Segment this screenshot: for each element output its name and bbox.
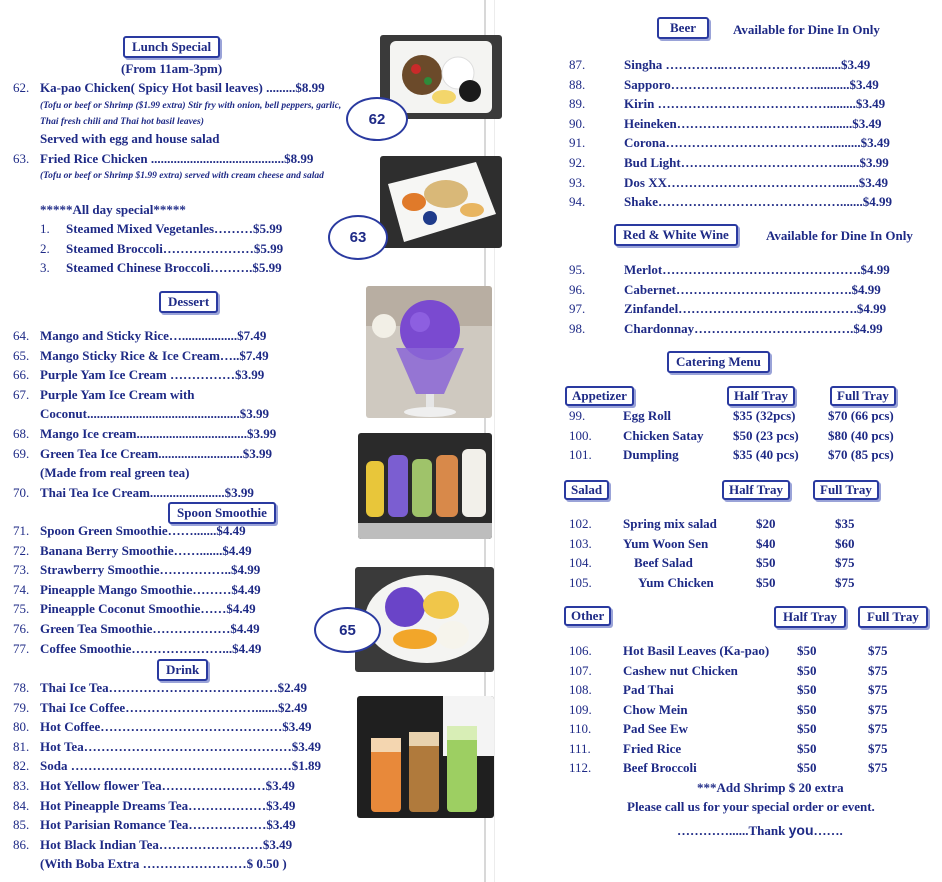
item-number: 87. (569, 57, 586, 72)
other-header: Other (564, 606, 611, 626)
catering-num: 109. (569, 701, 592, 717)
item-line: (Made from real green tea) (40, 465, 190, 481)
item-line: Green Tea Smoothie………………$4.49 (40, 621, 260, 636)
appetizer-half-tray-header: Half Tray (727, 386, 795, 406)
item-number: 69. (13, 445, 30, 461)
item-line: Corona…………………………………........$3.49 (624, 135, 890, 151)
item-number: 93. (569, 174, 586, 190)
salad-header: Salad (564, 480, 609, 500)
catering-name: Dumpling (623, 447, 679, 462)
catering-name: Cashew nut Chicken (623, 662, 738, 678)
menu-item (569, 282, 881, 298)
special-order-note: Please call us for your special order or event. (627, 799, 875, 814)
item-number: 96. (569, 281, 586, 297)
item-line: Cabernet……………………….………….$4.99 (624, 281, 881, 297)
catering-full: $75 (868, 721, 888, 736)
catering-half: $50 (23 pcs) (733, 427, 799, 443)
menu-item (13, 406, 269, 422)
catering-name: Spring mix salad (623, 516, 717, 531)
item-number: 3. (40, 260, 50, 275)
item-number: 63. (13, 151, 30, 166)
menu-item (13, 543, 252, 559)
item-line: Kirin ………………………………….........$3.49 (624, 96, 886, 112)
catering-half: $50 (797, 662, 817, 678)
appetizer-full-tray-header: Full Tray (830, 386, 896, 406)
item-number (13, 406, 40, 422)
catering-full: $70 (66 pcs) (828, 408, 894, 423)
thank-you-text: …………......Thank (677, 823, 789, 838)
drink-header: Drink (157, 659, 208, 681)
catering-half: $35 (32pcs) (733, 408, 796, 423)
catering-name: Pad See Ew (623, 721, 688, 736)
menu-item (13, 739, 321, 755)
menu-item (569, 96, 885, 112)
item-number (13, 465, 40, 481)
item-number: 74. (13, 581, 30, 597)
appetizer-header: Appetizer (565, 386, 634, 406)
item-number: 75. (13, 601, 30, 617)
item-line: Soda ……………………………………………$1.89 (40, 758, 321, 774)
item-number: 78. (13, 680, 30, 695)
menu-item (13, 817, 296, 833)
menu-item (569, 57, 870, 73)
item-number: 90. (569, 115, 586, 131)
menu-item (13, 680, 307, 696)
add-shrimp-note: ***Add Shrimp $ 20 extra (697, 780, 844, 795)
beer-header: Beer (657, 17, 709, 39)
item-number: 1. (40, 221, 50, 236)
catering-num: 110. (569, 721, 592, 736)
item-number: 77. (13, 640, 30, 656)
item-line: Hot Yellow flower Tea……………………$3.49 (40, 778, 295, 793)
menu-item-62 (13, 80, 325, 96)
item-number: 98. (569, 320, 586, 336)
photo-iced-drinks (357, 696, 494, 818)
menu-item (40, 260, 282, 276)
item-63-badge: 63 (328, 215, 388, 260)
menu-item (13, 778, 295, 794)
catering-name: Yum Chicken (638, 574, 714, 590)
catering-num: 99. (569, 408, 586, 423)
catering-name: Hot Basil Leaves (Ka-pao) (623, 643, 770, 658)
menu-item (569, 321, 883, 337)
item-number: 80. (13, 719, 30, 735)
menu-item (13, 523, 246, 539)
lunch-special-header: Lunch Special (123, 36, 220, 58)
item-number: 86. (13, 836, 30, 852)
menu-item (13, 856, 287, 872)
item-line: Purple Yam Ice Cream with (40, 386, 195, 402)
other-full-tray-header: Full Tray (858, 606, 928, 628)
menu-item (13, 367, 264, 383)
catering-full: $75 (868, 643, 888, 658)
catering-half: $50 (797, 643, 817, 658)
catering-half: $50 (797, 760, 817, 775)
menu-item (13, 601, 256, 617)
menu-item (569, 301, 886, 317)
item-line: Hot Pineapple Dreams Tea………………$3.49 (40, 797, 296, 813)
item-line: Thai Tea Ice Cream.......................$3.99 (40, 484, 254, 500)
item-line: Pineapple Mango Smoothie………$4.49 (40, 581, 261, 597)
menu-item (13, 426, 276, 442)
menu-item (40, 221, 282, 237)
item-number: 85. (13, 817, 30, 833)
menu-item (569, 175, 888, 191)
item-number: 79. (13, 699, 30, 715)
menu-item (13, 758, 321, 774)
item-number (13, 856, 40, 872)
item-line: Bud Light……………………………….......$3.99 (624, 155, 889, 170)
catering-num: 106. (569, 643, 592, 658)
catering-full: $75 (868, 682, 888, 697)
item-number: 70. (13, 484, 30, 500)
fried-rice-image (380, 156, 502, 248)
photo-smoothies (358, 433, 492, 539)
item-63-description: (Tofu or beef or Shrimp $1.99 extra) served with cream cheese and salad (40, 171, 324, 181)
item-number: 97. (569, 301, 586, 316)
wine-header: Red & White Wine (614, 224, 738, 246)
item-number: 83. (13, 778, 30, 793)
catering-num: 107. (569, 662, 592, 678)
iced-drinks-image (357, 696, 494, 818)
catering-full: $60 (835, 535, 855, 551)
menu-item (569, 77, 879, 93)
item-line: Strawberry Smoothie……………..$4.99 (40, 562, 261, 578)
item-line: Hot Tea…………………………………………$3.49 (40, 738, 321, 754)
item-number: 72. (13, 542, 30, 558)
catering-num: 108. (569, 682, 592, 697)
all-day-special: *****All day special***** (40, 202, 186, 217)
item-line: Steamed Broccoli…………………$5.99 (66, 240, 284, 256)
catering-num: 104. (569, 555, 592, 570)
item-line: (With Boba Extra ……………………$ 0.50 ) (40, 856, 287, 872)
other-half-tray-header: Half Tray (774, 606, 846, 628)
menu-item (13, 446, 272, 462)
catering-name: Beef Broccoli (623, 760, 697, 775)
catering-full: $75 (868, 740, 888, 756)
purple-yam-image (366, 286, 492, 418)
catering-num: 100. (569, 427, 592, 443)
item-line: Chardonnay……………………………….$4.99 (624, 320, 883, 336)
item-line: Banana Berry Smoothie…….......$4.49 (40, 542, 252, 558)
item-line: Steamed Mixed Vegetanles………$5.99 (66, 221, 283, 236)
item-number: 62. (13, 80, 30, 95)
item-line: Purple Yam Ice Cream ……………$3.99 (40, 367, 265, 383)
catering-name: Pad Thai (623, 682, 674, 697)
catering-num: 103. (569, 535, 592, 551)
item-number: 64. (13, 328, 30, 343)
item-line: Coffee Smoothie…………………...$4.49 (40, 640, 262, 656)
item-line: Fried Rice Chicken .........................................$8.99 (40, 151, 314, 166)
item-number: 82. (13, 758, 30, 774)
thank-you-dots: ……. (813, 823, 843, 838)
item-62-badge: 62 (346, 97, 408, 141)
catering-full: $75 (835, 574, 855, 590)
item-line: Green Tea Ice Cream..........................$3.99 (40, 445, 273, 461)
item-line: Shake…………………………………….......$4.99 (624, 194, 892, 210)
catering-full: $75 (868, 662, 888, 678)
salad-full-tray-header: Full Tray (813, 480, 879, 500)
item-number: 71. (13, 523, 30, 538)
item-number: 88. (569, 76, 586, 92)
salad-half-tray-header: Half Tray (722, 480, 790, 500)
menu-item (13, 641, 261, 657)
item-line: Ka-pao Chicken( Spicy Hot basil leaves) .........$8.99 (40, 80, 325, 95)
menu-item (13, 621, 260, 637)
menu-item (13, 485, 254, 501)
menu-item (13, 719, 312, 735)
catering-half: $50 (797, 682, 817, 697)
catering-num: 102. (569, 516, 592, 531)
item-line: Sapporo……………………………...........$3.49 (624, 76, 879, 92)
menu-item (13, 562, 260, 578)
thank-you-word: you (788, 822, 814, 838)
item-number: 91. (569, 135, 586, 151)
catering-num: 111. (569, 740, 591, 756)
item-number: 76. (13, 621, 30, 636)
item-line: Spoon Green Smoothie…….......$4.49 (40, 523, 246, 538)
item-number: 95. (569, 262, 586, 277)
item-number: 81. (13, 738, 30, 754)
catering-num: 112. (569, 760, 592, 775)
catering-half: $50 (797, 701, 817, 717)
item-line: Hot Parisian Romance Tea………………$3.49 (40, 817, 296, 833)
item-number: 66. (13, 367, 30, 383)
photo-purple-yam-ice-cream (366, 286, 492, 418)
wine-availability: Available for Dine In Only (766, 228, 913, 243)
item-line: Mango and Sticky Rice….................$7.49 (40, 328, 267, 343)
catering-full: $35 (835, 516, 855, 531)
menu-item (13, 348, 269, 364)
menu-item (13, 328, 266, 344)
item-62-served: Served with egg and house salad (40, 131, 220, 146)
item-line: Zinfandel…………………………..……….$4.99 (624, 301, 887, 316)
catering-name: Beef Salad (634, 555, 693, 570)
item-line: Dos XX………………………………….......$3.49 (624, 174, 888, 190)
catering-half: $50 (797, 740, 817, 756)
item-line: Singha …………..…………………........$3.49 (624, 57, 871, 72)
lunch-hours: (From 11am-3pm) (121, 61, 223, 76)
beer-availability: Available for Dine In Only (733, 22, 880, 37)
item-number: 68. (13, 426, 30, 441)
item-line: Hot Coffee……………………………………$3.49 (40, 719, 312, 735)
item-line: Coconut...............................................$3.99 (40, 406, 269, 422)
thank-you-note (677, 822, 843, 839)
item-number: 65. (13, 347, 30, 363)
catering-half: $40 (756, 535, 776, 551)
catering-half: $50 (756, 574, 776, 590)
item-number: 73. (13, 562, 30, 578)
item-line: Mango Sticky Rice & Ice Cream…..$7.49 (40, 347, 269, 363)
menu-item (569, 155, 889, 171)
item-number: 84. (13, 797, 30, 813)
catering-full: $80 (40 pcs) (828, 427, 894, 443)
item-line: Heineken……………………………..........$3.49 (624, 115, 882, 131)
item-line: Pineapple Coconut Smoothie……$4.49 (40, 601, 256, 617)
item-line: Thai Ice Coffee………………………….......$2.49 (40, 699, 308, 715)
item-number: 67. (13, 386, 30, 402)
catering-num: 105. (569, 574, 592, 590)
menu-item (569, 135, 890, 151)
catering-full: $75 (868, 760, 888, 775)
item-line: Thai Ice Tea…………………………………$2.49 (40, 680, 307, 695)
menu-item (569, 116, 881, 132)
catering-half: $20 (756, 516, 776, 531)
dessert-header: Dessert (159, 291, 218, 313)
item-line: Hot Black Indian Tea……………………$3.49 (40, 836, 293, 852)
catering-full: $75 (835, 555, 855, 570)
page-fold-shadow (494, 0, 495, 882)
catering-half: $50 (797, 721, 817, 736)
catering-full: $70 (85 pcs) (828, 447, 894, 462)
menu-item (13, 465, 189, 481)
catering-name: Yum Woon Sen (623, 535, 709, 551)
catering-half: $50 (756, 555, 776, 570)
menu-item (13, 798, 295, 814)
menu-item (13, 582, 261, 598)
catering-num: 101. (569, 447, 592, 462)
item-65-badge: 65 (314, 607, 381, 653)
menu-item (13, 700, 307, 716)
menu-item (569, 194, 892, 210)
item-number: 92. (569, 155, 586, 170)
item-line: Steamed Chinese Broccoli……….$5.99 (66, 260, 282, 275)
menu-item-63 (13, 151, 313, 167)
catering-name: Fried Rice (623, 740, 682, 756)
menu-item (13, 837, 292, 853)
item-62-description: (Tofu or beef or Shrimp ($1.99 extra) Stir fry with onion, bell peppers, garlic, Thai fresh chili and Thai hot basil leaves) (40, 101, 342, 127)
menu-item (569, 262, 890, 278)
spoon-smoothie-header: Spoon Smoothie (168, 502, 276, 524)
catering-full: $75 (868, 701, 888, 717)
catering-half: $35 (40 pcs) (733, 447, 799, 462)
menu-item (13, 387, 195, 403)
photo-fried-rice (380, 156, 502, 248)
item-number: 2. (40, 240, 50, 256)
item-line: Merlot……………………………………….$4.99 (624, 262, 890, 277)
menu-item (40, 241, 283, 257)
catering-name: Chow Mein (623, 701, 688, 717)
item-number: 89. (569, 96, 586, 112)
smoothies-image (358, 433, 492, 539)
item-number: 94. (569, 194, 586, 210)
item-line: Mango Ice cream..................................$3.99 (40, 426, 277, 441)
catering-name: Egg Roll (623, 408, 672, 423)
catering-header: Catering Menu (667, 351, 770, 373)
catering-name: Chicken Satay (623, 427, 704, 443)
